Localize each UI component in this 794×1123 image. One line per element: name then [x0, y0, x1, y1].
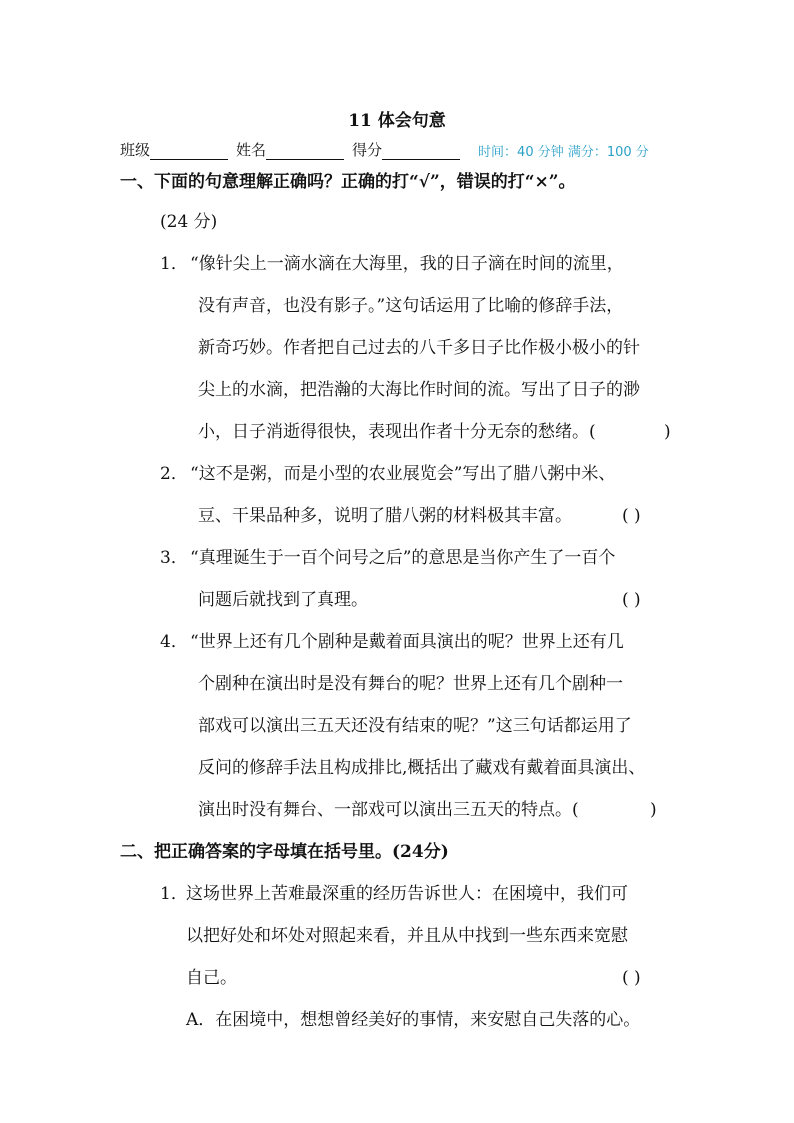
section2-heading: 二、把正确答案的字母填在括号里。(24分) [120, 842, 449, 862]
s2-q1-answer-paren[interactable]: ( ) [622, 968, 641, 988]
q2-line-1: “这不是粥，而是小型的农业展览会”写出了腊八粥中米、 [190, 464, 616, 484]
section1-points: (24 分) [160, 212, 218, 232]
time-full-score: 时间：40 分钟 满分：100 分 [478, 145, 649, 160]
q4-line-1: “世界上还有几个剧种是戴着面具演出的呢？世界上还有几 [190, 632, 624, 652]
q2-line-2: 豆、干果品种多，说明了腊八粥的材料极其丰富。 [198, 506, 572, 526]
s2-q1-number: 1． [160, 884, 188, 904]
name-label: 姓名 [236, 141, 267, 159]
q4-line-5: 演出时没有舞台、一部戏可以演出三五天的特点。( [198, 800, 579, 820]
q1-line-5: 小，日子消逝得很快，表现出作者十分无奈的愁绪。( [198, 422, 596, 442]
q1-line-2: 没有声音，也没有影子。”这句话运用了比喻的修辞手法， [198, 296, 624, 316]
q4-line-3: 部戏可以演出三五天还没有结束的呢？”这三句话都运用了 [198, 716, 632, 736]
student-info-row [120, 139, 680, 160]
q3-answer-paren[interactable]: ( ) [622, 590, 641, 610]
score-blank[interactable] [382, 145, 460, 160]
s2-q1-line-3: 自己。 [186, 968, 237, 988]
q4-answer-paren-close[interactable]: ) [650, 800, 657, 820]
score-label: 得分 [352, 141, 383, 159]
class-label: 班级 [120, 141, 151, 159]
s2-q1-line-1: 这场世界上苦难最深重的经历告诉世人：在困境中，我们可 [186, 884, 628, 904]
s2-q1-option-a: A．在困境中，想想曾经美好的事情，来安慰自己失落的心。 [186, 1010, 641, 1030]
q3-number: 3． [160, 548, 188, 568]
q3-line-1: “真理诞生于一百个问号之后”的意思是当你产生了一百个 [190, 548, 616, 568]
q1-line-4: 尖上的水滴，把浩瀚的大海比作时间的流。写出了日子的渺 [198, 380, 640, 400]
q1-number: 1． [160, 254, 188, 274]
q1-line-3: 新奇巧妙。作者把自己过去的八千多日子比作极小极小的针 [198, 338, 640, 358]
name-blank[interactable] [266, 145, 344, 160]
q2-answer-paren[interactable]: ( ) [622, 506, 641, 526]
class-blank[interactable] [150, 145, 228, 160]
q4-line-2: 个剧种在演出时是没有舞台的呢？世界上还有几个剧种一 [198, 674, 623, 694]
q4-number: 4． [160, 632, 188, 652]
q1-answer-paren-close[interactable]: ) [664, 422, 671, 442]
q2-number: 2． [160, 464, 188, 484]
s2-q1-line-2: 以把好处和坏处对照起来看，并且从中找到一些东西来宽慰 [186, 926, 628, 946]
q3-line-2: 问题后就找到了真理。 [198, 590, 368, 610]
section1-heading: 一、下面的句意理解正确吗？正确的打“√”，错误的打“×”。 [120, 172, 576, 192]
page-title: 11 体会句意 [348, 111, 446, 131]
q1-line-1: “像针尖上一滴水滴在大海里，我的日子滴在时间的流里， [190, 254, 624, 274]
q4-line-4: 反问的修辞手法且构成排比,概括出了藏戏有戴着面具演出、 [198, 758, 646, 778]
